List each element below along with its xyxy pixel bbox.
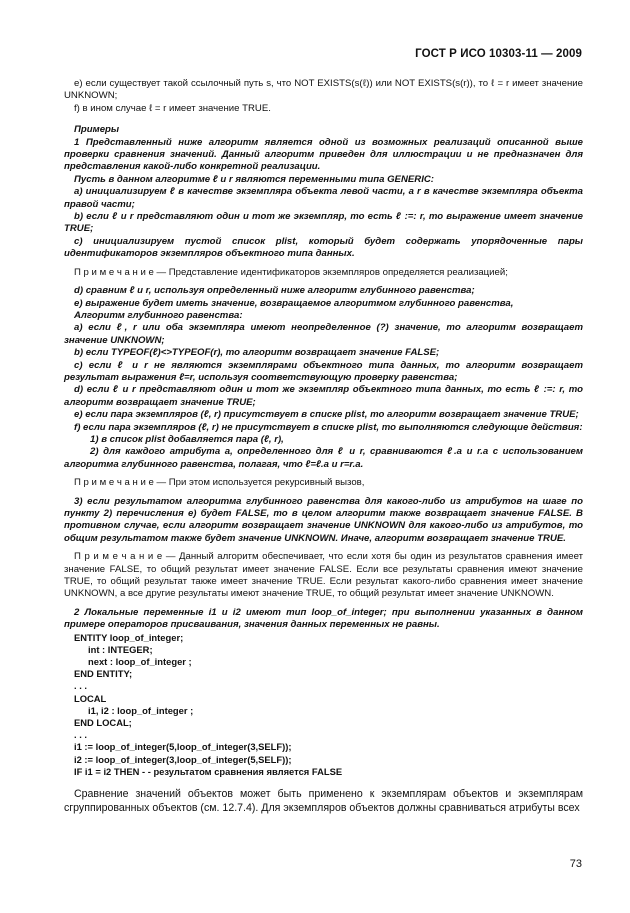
example-1-e: e) выражение будет иметь значение, возвращаемое алгоритмом глубинного равенства,	[74, 297, 514, 309]
code-line: LOCAL	[74, 692, 107, 704]
page-number: 73	[569, 858, 582, 870]
code-line: . . .	[74, 729, 88, 741]
examples-title: Примеры	[74, 124, 120, 136]
code-block	[64, 632, 583, 778]
example-1-c: c) инициализируем пустой список plist, который будет содержать упорядоченные пары идентификаторов экземпляров объектного типа данных.	[64, 235, 583, 260]
item-e: е) если существует такой ссылочный путь s, что NOT EXISTS(s(ℓ)) или NOT EXISTS(s(r)), то ℓ = r имеет значение UNKNOWN;	[64, 78, 583, 102]
code-line: IF i1 = i2 THEN - - результатом сравнения является FALSE	[74, 765, 343, 777]
code-line: END LOCAL;	[74, 717, 132, 729]
code-line: ENTITY loop_of_integer;	[74, 631, 184, 643]
example-1-a: a) инициализируем ℓ в качестве экземпляра объекта левой части, а r в качестве экземпляра объекта правой части;	[64, 186, 583, 210]
note-2: П р и м е ч а н и е — При этом используется рекурсивный вызов,	[74, 477, 365, 489]
deep-e: e) если пара экземпляров (ℓ, r) присутствует в списке plist, то алгоритм возвращает значение TRUE;	[74, 409, 579, 421]
note-1: П р и м е ч а н и е — Представление идентификаторов экземпляров определяется реализацией;	[74, 266, 508, 278]
item-f: f) в ином случае ℓ = r имеет значение TRUE.	[74, 102, 271, 114]
deep-d: d) если ℓ и r представляют один и тот же экземпляр объектного типа данных, то есть ℓ :=: r, то алгоритм возвращает значение TRUE;	[64, 384, 583, 408]
example-1-b: b) если ℓ и r представляют один и тот же экземпляр, то есть ℓ :=: r, то выражение имеет значение TRUE;	[64, 211, 583, 235]
standard-header: ГОСТ Р ИСО 10303-11 — 2009	[415, 48, 582, 60]
deep-g: 3) если результатом алгоритма глубинного равенства для какого-либо из атрибутов на шаге по пункту 2) перечисления е) будет FALSE, то в целом алгоритм также возвращает значение FALSE. В противном случае, если алгоритм возвращает значение UNKNOWN для какого-либо из атрибутов, то общим результатом также будет значение UNKNOWN. Иначе, алгоритм возвращает значение TRUE.	[64, 495, 583, 544]
code-line: i1, i2 : loop_of_integer ;	[88, 704, 194, 716]
code-line: . . .	[74, 680, 88, 692]
deep-f-1: 1) в список plist добавляется пара (ℓ, r),	[90, 433, 284, 445]
deep-equality-title: Алгоритм глубинного равенства:	[74, 309, 243, 321]
example-1-let: Пусть в данном алгоритме ℓ и r являются переменными типа GENERIC:	[74, 173, 434, 185]
example-1-intro: 1 Представленный ниже алгоритм является одной из возможных реализаций описанной выше проверки сравнения значений. Данный алгоритм приведен для иллюстрации и не предназначен для представления какой-либо конкретной реализации.	[64, 136, 583, 173]
example-1-d: d) сравним ℓ и r, используя определенный ниже алгоритм глубинного равенства;	[74, 285, 475, 297]
deep-a: a) если ℓ, r или оба экземпляра имеют неопределенное (?) значение, то алгоритм возвращает значение UNKNOWN;	[64, 322, 583, 346]
code-line: next : loop_of_integer ;	[88, 656, 192, 668]
code-line: i2 := loop_of_integer(3,loop_of_integer(5,SELF));	[74, 753, 292, 765]
deep-f-2: 2) для каждого атрибута a, определенного для ℓ и r, сравниваются ℓ.a и r.a с использованием алгоритма глубинного равенства, полагая, что ℓ=ℓ.a и r=r.a.	[64, 446, 583, 470]
deep-b: b) если TYPEOF(ℓ)<>TYPEOF(r), то алгоритм возвращает значение FALSE;	[74, 347, 440, 359]
code-line: i1 := loop_of_integer(5,loop_of_integer(3,SELF));	[74, 741, 292, 753]
note-3: П р и м е ч а н и е — Данный алгоритм обеспечивает, что если хотя бы один из результатов сравнения имеет значение FALSE, то общий результат имеет значение FALSE. Если все результаты сравнения имеют значение TRUE, то общий результат также имеет значение TRUE. Если результат какого-либо сравнения имеет значение UNKNOWN, а все другие результаты имеют значение TRUE, то общий результат имеет значение UNKNOWN.	[64, 551, 583, 600]
deep-f: f) если пара экземпляров (ℓ, r) не присутствует в списке plist, то выполняются следующие действия:	[74, 421, 583, 433]
code-line: int : INTEGER;	[88, 643, 153, 655]
code-line: END ENTITY;	[74, 668, 133, 680]
page-body	[64, 78, 583, 816]
closing-paragraph: Сравнение значений объектов может быть применено к экземплярам объектов и экземплярам сгруппированных объектов (см. 12.7.4). Для экземпляров объектов должны сравниваться атрибуты всех	[64, 788, 583, 815]
example-2-intro: 2 Локальные переменные i1 и i2 имеют тип loop_of_integer; при выполнении указанных в данном примере операторов присваивания, значения данных переменных не равны.	[64, 606, 583, 631]
deep-c: c) если ℓ и r не являются экземплярами объектного типа данных, то алгоритм возвращает результат выражения ℓ=r, используя соответствующую проверку равенства;	[64, 359, 583, 383]
